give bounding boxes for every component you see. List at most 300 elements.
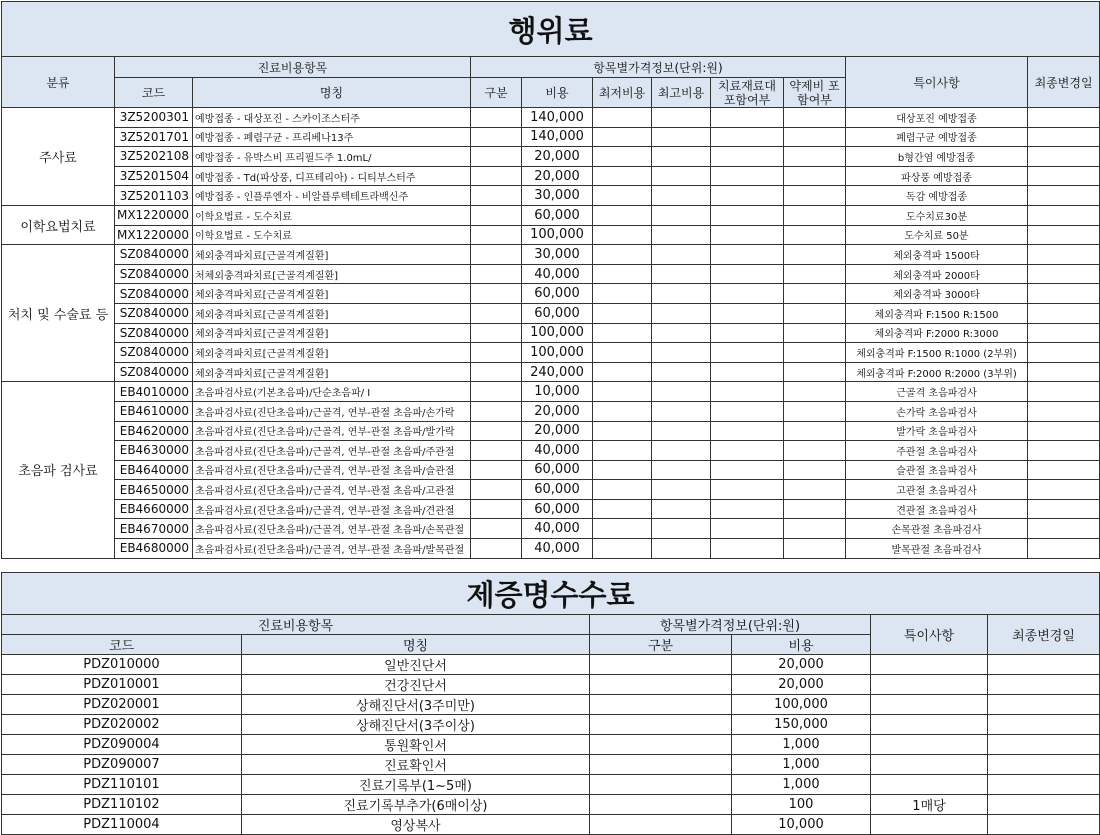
note-cell: 손목관절 초음파검사: [846, 519, 1028, 539]
code-cell: SZ0840000: [115, 362, 193, 382]
name-cell: 초음파검사료(진단초음파)/근골격, 연부-관절 초음파/고관절: [193, 480, 471, 500]
name-cell: 초음파검사료(기본초음파)/단순초음파/ I: [193, 382, 471, 402]
drug-included-cell: [784, 108, 846, 128]
table-row: [2, 186, 1100, 206]
min-cost-cell: [593, 441, 652, 461]
certificate-fee-table: [1, 572, 1100, 835]
note-cell: 근골격 초음파검사: [846, 382, 1028, 402]
cert-cost-cell: 20,000: [732, 675, 871, 695]
max-cost-cell: [652, 147, 711, 167]
note-cell: 도수치료30분: [846, 205, 1028, 225]
max-cost-cell: [652, 519, 711, 539]
code-cell: EB4680000: [115, 539, 193, 559]
cost-cell: 60,000: [522, 499, 593, 519]
material-included-cell: [711, 401, 784, 421]
note-cell: b형간염 예방접종: [846, 147, 1028, 167]
material-included-cell: [711, 303, 784, 323]
drug-included-cell: [784, 480, 846, 500]
division-cell: [471, 166, 522, 186]
code-cell: SZ0840000: [115, 264, 193, 284]
cert-division-cell: [590, 815, 732, 835]
note-cell: 고관절 초음파검사: [846, 480, 1028, 500]
drug-included-cell: [784, 460, 846, 480]
cost-cell: 40,000: [522, 264, 593, 284]
material-included-cell: [711, 441, 784, 461]
cert-name-cell: 일반진단서: [242, 655, 590, 675]
name-cell: 체외충격파치료[근골격계질환]: [193, 323, 471, 343]
max-cost-cell: [652, 343, 711, 363]
min-cost-cell: [593, 401, 652, 421]
table-row: [2, 382, 1100, 402]
code-cell: 3Z5201504: [115, 166, 193, 186]
cert-last-modified-cell: [988, 675, 1100, 695]
last-modified-cell: [1028, 362, 1100, 382]
max-cost-cell: [652, 127, 711, 147]
division-cell: [471, 460, 522, 480]
code-cell: MX1220000: [115, 205, 193, 225]
table-row: [2, 343, 1100, 363]
last-modified-cell: [1028, 382, 1100, 402]
cert-name-cell: 상해진단서(3주이상): [242, 715, 590, 735]
header-code: 코드: [115, 78, 193, 108]
code-cell: SZ0840000: [115, 343, 193, 363]
cert-division-cell: [590, 775, 732, 795]
division-cell: [471, 205, 522, 225]
cert-code-cell: PDZ110004: [2, 815, 242, 835]
min-cost-cell: [593, 343, 652, 363]
note-cell: 손가락 초음파검사: [846, 401, 1028, 421]
note-cell: 독감 예방접종: [846, 186, 1028, 206]
last-modified-cell: [1028, 441, 1100, 461]
max-cost-cell: [652, 441, 711, 461]
min-cost-cell: [593, 225, 652, 245]
drug-included-cell: [784, 245, 846, 265]
cert-last-modified-cell: [988, 815, 1100, 835]
table-row: [2, 539, 1100, 559]
header-division: 구분: [471, 78, 522, 108]
drug-included-cell: [784, 225, 846, 245]
last-modified-cell: [1028, 284, 1100, 304]
division-cell: [471, 245, 522, 265]
table-row: [2, 755, 1100, 775]
max-cost-cell: [652, 499, 711, 519]
note-cell: 체외충격파 3000타: [846, 284, 1028, 304]
last-modified-cell: [1028, 421, 1100, 441]
header-name: 명칭: [193, 78, 471, 108]
cost-cell: 30,000: [522, 245, 593, 265]
table-row: [2, 264, 1100, 284]
category-cell: 이학요법치료: [2, 205, 115, 244]
drug-included-cell: [784, 127, 846, 147]
table-row: [2, 401, 1100, 421]
note-cell: 슬관절 초음파검사: [846, 460, 1028, 480]
cert-division-cell: [590, 695, 732, 715]
cert-header-item-group: 진료비용항목: [2, 615, 590, 635]
cert-last-modified-cell: [988, 775, 1100, 795]
name-cell: 예방접종 - Td(파상풍, 디프테리아) - 디티부스터주: [193, 166, 471, 186]
cert-name-cell: 영상복사: [242, 815, 590, 835]
min-cost-cell: [593, 519, 652, 539]
name-cell: 체외충격파치료[근골격계질환]: [193, 245, 471, 265]
cert-code-cell: PDZ110102: [2, 795, 242, 815]
name-cell: 예방접종 - 폐렴구균 - 프리베나13주: [193, 127, 471, 147]
min-cost-cell: [593, 127, 652, 147]
last-modified-cell: [1028, 460, 1100, 480]
drug-included-cell: [784, 264, 846, 284]
min-cost-cell: [593, 284, 652, 304]
table-row: [2, 655, 1100, 675]
note-cell: 체외충격파 2000타: [846, 264, 1028, 284]
table-row: [2, 147, 1100, 167]
min-cost-cell: [593, 108, 652, 128]
name-cell: 처체외충격파치료[근골격계질환]: [193, 264, 471, 284]
cert-note-cell: [871, 715, 988, 735]
table-row: [2, 323, 1100, 343]
table-row: [2, 735, 1100, 755]
table-row: [2, 775, 1100, 795]
name-cell: 예방접종 - 유박스비 프리필드주 1.0mL/: [193, 147, 471, 167]
cert-note-cell: 1매당: [871, 795, 988, 815]
material-included-cell: [711, 205, 784, 225]
cost-cell: 240,000: [522, 362, 593, 382]
division-cell: [471, 343, 522, 363]
header-material-included: 치료재료대 포함여부: [711, 78, 784, 108]
procedure-fee-table: [1, 1, 1100, 559]
cert-cost-cell: 100,000: [732, 695, 871, 715]
code-cell: SZ0840000: [115, 303, 193, 323]
category-cell: 주사료: [2, 108, 115, 206]
division-cell: [471, 499, 522, 519]
cost-cell: 20,000: [522, 421, 593, 441]
cert-name-cell: 건강진단서: [242, 675, 590, 695]
code-cell: 3Z5202108: [115, 147, 193, 167]
max-cost-cell: [652, 323, 711, 343]
last-modified-cell: [1028, 343, 1100, 363]
material-included-cell: [711, 127, 784, 147]
cert-last-modified-cell: [988, 795, 1100, 815]
category-cell: 초음파 검사료: [2, 382, 115, 558]
name-cell: 이학요법료 - 도수치료: [193, 225, 471, 245]
cost-cell: 20,000: [522, 147, 593, 167]
material-included-cell: [711, 539, 784, 559]
max-cost-cell: [652, 539, 711, 559]
division-cell: [471, 382, 522, 402]
cost-cell: 100,000: [522, 343, 593, 363]
last-modified-cell: [1028, 166, 1100, 186]
cert-code-cell: PDZ090007: [2, 755, 242, 775]
min-cost-cell: [593, 186, 652, 206]
cert-name-cell: 상해진단서(3주미만): [242, 695, 590, 715]
cost-cell: 140,000: [522, 127, 593, 147]
cert-note-cell: [871, 755, 988, 775]
min-cost-cell: [593, 264, 652, 284]
header-drug-included: 약제비 포함여부: [784, 78, 846, 108]
code-cell: EB4650000: [115, 480, 193, 500]
name-cell: 체외충격파치료[근골격계질환]: [193, 362, 471, 382]
table-row: [2, 166, 1100, 186]
min-cost-cell: [593, 205, 652, 225]
min-cost-cell: [593, 245, 652, 265]
last-modified-cell: [1028, 539, 1100, 559]
code-cell: EB4620000: [115, 421, 193, 441]
division-cell: [471, 421, 522, 441]
material-included-cell: [711, 480, 784, 500]
drug-included-cell: [784, 401, 846, 421]
table-row: [2, 460, 1100, 480]
drug-included-cell: [784, 303, 846, 323]
material-included-cell: [711, 108, 784, 128]
procedure-fee-title: 행위료: [2, 2, 1100, 57]
material-included-cell: [711, 186, 784, 206]
name-cell: 초음파검사료(진단초음파)/근골격, 연부-관절 초음파/손가락: [193, 401, 471, 421]
table-row: [2, 421, 1100, 441]
name-cell: 체외충격파치료[근골격계질환]: [193, 343, 471, 363]
name-cell: 초음파검사료(진단초음파)/근골격, 연부-관절 초음파/손목관절: [193, 519, 471, 539]
division-cell: [471, 225, 522, 245]
drug-included-cell: [784, 441, 846, 461]
max-cost-cell: [652, 382, 711, 402]
cert-note-cell: [871, 655, 988, 675]
cert-note-cell: [871, 775, 988, 795]
min-cost-cell: [593, 362, 652, 382]
division-cell: [471, 186, 522, 206]
min-cost-cell: [593, 460, 652, 480]
last-modified-cell: [1028, 127, 1100, 147]
name-cell: 예방접종 - 인플루엔자 - 비알플루텍테트라백신주: [193, 186, 471, 206]
cert-code-cell: PDZ010001: [2, 675, 242, 695]
material-included-cell: [711, 499, 784, 519]
cert-code-cell: PDZ090004: [2, 735, 242, 755]
cert-cost-cell: 1,000: [732, 755, 871, 775]
max-cost-cell: [652, 480, 711, 500]
drug-included-cell: [784, 382, 846, 402]
last-modified-cell: [1028, 480, 1100, 500]
name-cell: 초음파검사료(진단초음파)/근골격, 연부-관절 초음파/견관절: [193, 499, 471, 519]
max-cost-cell: [652, 421, 711, 441]
cert-header-name: 명칭: [242, 635, 590, 655]
max-cost-cell: [652, 186, 711, 206]
table-row: [2, 815, 1100, 835]
cert-last-modified-cell: [988, 735, 1100, 755]
note-cell: 발목관절 초음파검사: [846, 539, 1028, 559]
code-cell: SZ0840000: [115, 323, 193, 343]
cost-cell: 60,000: [522, 480, 593, 500]
table-row: [2, 675, 1100, 695]
name-cell: 초음파검사료(진단초음파)/근골격, 연부-관절 초음파/슬관절: [193, 460, 471, 480]
cert-last-modified-cell: [988, 755, 1100, 775]
code-cell: EB4010000: [115, 382, 193, 402]
cert-code-cell: PDZ010000: [2, 655, 242, 675]
last-modified-cell: [1028, 519, 1100, 539]
cert-header-cost: 비용: [732, 635, 871, 655]
material-included-cell: [711, 382, 784, 402]
table-row: [2, 245, 1100, 265]
cert-header-price-group: 항목별가격정보(단위:원): [590, 615, 871, 635]
cert-note-cell: [871, 815, 988, 835]
min-cost-cell: [593, 303, 652, 323]
material-included-cell: [711, 519, 784, 539]
code-cell: EB4660000: [115, 499, 193, 519]
procedure-fee-body: [2, 108, 1100, 559]
max-cost-cell: [652, 303, 711, 323]
last-modified-cell: [1028, 499, 1100, 519]
cert-last-modified-cell: [988, 655, 1100, 675]
code-cell: EB4630000: [115, 441, 193, 461]
max-cost-cell: [652, 245, 711, 265]
drug-included-cell: [784, 499, 846, 519]
cert-cost-cell: 1,000: [732, 735, 871, 755]
division-cell: [471, 401, 522, 421]
name-cell: 체외충격파치료[근골격계질환]: [193, 303, 471, 323]
material-included-cell: [711, 421, 784, 441]
table-row: [2, 284, 1100, 304]
cert-header-last-modified: 최종변경일: [988, 615, 1100, 655]
drug-included-cell: [784, 186, 846, 206]
max-cost-cell: [652, 284, 711, 304]
drug-included-cell: [784, 343, 846, 363]
drug-included-cell: [784, 421, 846, 441]
last-modified-cell: [1028, 245, 1100, 265]
cert-name-cell: 진료기록부추가(6매이상): [242, 795, 590, 815]
code-cell: EB4670000: [115, 519, 193, 539]
header-category: 분류: [2, 57, 115, 108]
min-cost-cell: [593, 382, 652, 402]
division-cell: [471, 480, 522, 500]
header-price-group: 항목별가격정보(단위:원): [471, 57, 846, 78]
max-cost-cell: [652, 205, 711, 225]
header-item-group: 진료비용항목: [115, 57, 471, 78]
cert-note-cell: [871, 695, 988, 715]
material-included-cell: [711, 147, 784, 167]
header-max-cost: 최고비용: [652, 78, 711, 108]
material-included-cell: [711, 284, 784, 304]
cert-cost-cell: 100: [732, 795, 871, 815]
header-cost: 비용: [522, 78, 593, 108]
note-cell: 체외충격파 F:2000 R:2000 (3부위): [846, 362, 1028, 382]
note-cell: 파상풍 예방접종: [846, 166, 1028, 186]
cost-cell: 40,000: [522, 519, 593, 539]
material-included-cell: [711, 264, 784, 284]
note-cell: 견관절 초음파검사: [846, 499, 1028, 519]
max-cost-cell: [652, 401, 711, 421]
cert-cost-cell: 1,000: [732, 775, 871, 795]
note-cell: 발가락 초음파검사: [846, 421, 1028, 441]
name-cell: 초음파검사료(진단초음파)/근골격, 연부-관절 초음파/주관절: [193, 441, 471, 461]
min-cost-cell: [593, 499, 652, 519]
cert-last-modified-cell: [988, 715, 1100, 735]
cert-last-modified-cell: [988, 695, 1100, 715]
header-notes: 특이사항: [846, 57, 1028, 108]
min-cost-cell: [593, 147, 652, 167]
last-modified-cell: [1028, 205, 1100, 225]
cert-division-cell: [590, 675, 732, 695]
table-row: [2, 225, 1100, 245]
material-included-cell: [711, 362, 784, 382]
division-cell: [471, 264, 522, 284]
cost-cell: 60,000: [522, 205, 593, 225]
header-last-modified: 최종변경일: [1028, 57, 1100, 108]
max-cost-cell: [652, 225, 711, 245]
last-modified-cell: [1028, 303, 1100, 323]
min-cost-cell: [593, 323, 652, 343]
name-cell: 초음파검사료(진단초음파)/근골격, 연부-관절 초음파/발목관절: [193, 539, 471, 559]
division-cell: [471, 362, 522, 382]
name-cell: 예방접종 - 대상포진 - 스카이조스터주: [193, 108, 471, 128]
cost-cell: 140,000: [522, 108, 593, 128]
division-cell: [471, 127, 522, 147]
material-included-cell: [711, 343, 784, 363]
cert-name-cell: 통원확인서: [242, 735, 590, 755]
cert-cost-cell: 10,000: [732, 815, 871, 835]
drug-included-cell: [784, 147, 846, 167]
name-cell: 체외충격파치료[근골격계질환]: [193, 284, 471, 304]
code-cell: 3Z5201701: [115, 127, 193, 147]
note-cell: 체외충격파 F:1500 R:1500: [846, 303, 1028, 323]
table-row: [2, 715, 1100, 735]
note-cell: 체외충격파 F:1500 R:1000 (2부위): [846, 343, 1028, 363]
cost-cell: 60,000: [522, 460, 593, 480]
cert-division-cell: [590, 755, 732, 775]
material-included-cell: [711, 225, 784, 245]
note-cell: 체외충격파 F:2000 R:3000: [846, 323, 1028, 343]
cert-header-notes: 특이사항: [871, 615, 988, 655]
cert-note-cell: [871, 675, 988, 695]
name-cell: 이학요법료 - 도수치료: [193, 205, 471, 225]
material-included-cell: [711, 245, 784, 265]
drug-included-cell: [784, 284, 846, 304]
note-cell: 체외충격파 1500타: [846, 245, 1028, 265]
table-row: [2, 695, 1100, 715]
cost-cell: 100,000: [522, 225, 593, 245]
header-min-cost: 최저비용: [593, 78, 652, 108]
name-cell: 초음파검사료(진단초음파)/근골격, 연부-관절 초음파/발가락: [193, 421, 471, 441]
last-modified-cell: [1028, 401, 1100, 421]
division-cell: [471, 323, 522, 343]
cert-cost-cell: 150,000: [732, 715, 871, 735]
drug-included-cell: [784, 519, 846, 539]
code-cell: SZ0840000: [115, 284, 193, 304]
division-cell: [471, 108, 522, 128]
code-cell: MX1220000: [115, 225, 193, 245]
cert-division-cell: [590, 715, 732, 735]
code-cell: EB4640000: [115, 460, 193, 480]
table-row: [2, 519, 1100, 539]
table-row: [2, 108, 1100, 128]
certificate-fee-title: 제증명수수료: [2, 573, 1100, 615]
min-cost-cell: [593, 421, 652, 441]
table-row: [2, 441, 1100, 461]
table-row: [2, 303, 1100, 323]
note-cell: 도수치료 50분: [846, 225, 1028, 245]
cost-cell: 30,000: [522, 186, 593, 206]
cert-division-cell: [590, 795, 732, 815]
cert-header-division: 구분: [590, 635, 732, 655]
min-cost-cell: [593, 480, 652, 500]
cert-cost-cell: 20,000: [732, 655, 871, 675]
max-cost-cell: [652, 362, 711, 382]
cert-code-cell: PDZ020002: [2, 715, 242, 735]
note-cell: 주관절 초음파검사: [846, 441, 1028, 461]
cert-name-cell: 진료기록부(1~5매): [242, 775, 590, 795]
max-cost-cell: [652, 166, 711, 186]
cost-cell: 20,000: [522, 401, 593, 421]
last-modified-cell: [1028, 186, 1100, 206]
table-row: [2, 499, 1100, 519]
max-cost-cell: [652, 108, 711, 128]
cost-cell: 60,000: [522, 284, 593, 304]
category-cell: 처치 및 수술료 등: [2, 245, 115, 382]
table-row: [2, 362, 1100, 382]
